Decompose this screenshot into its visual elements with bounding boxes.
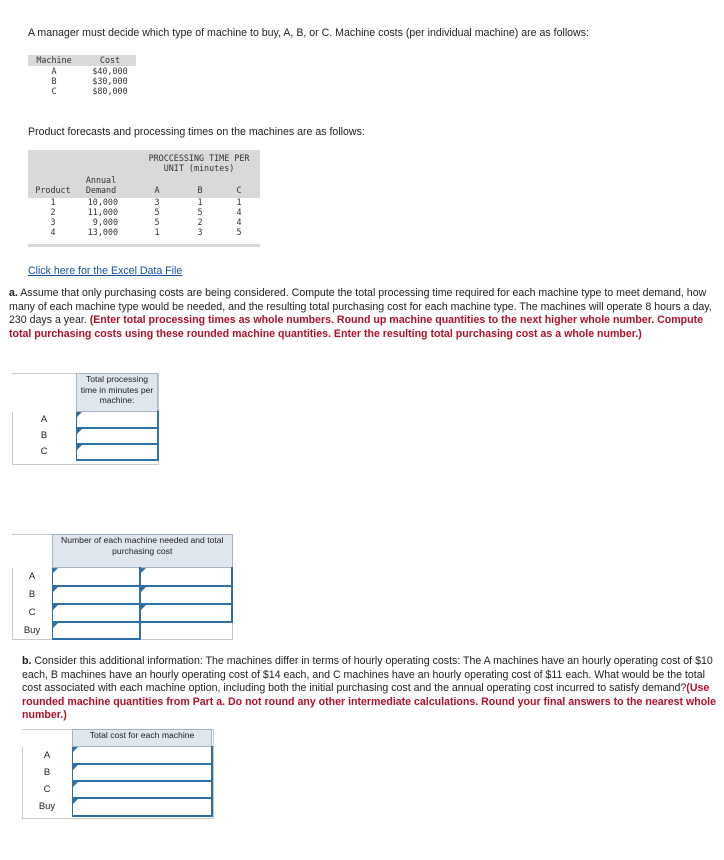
forecast-footer-band xyxy=(28,244,260,247)
intro-text: A manager must decide which type of machine to buy, A, B, or C. Machine costs (per individual machine) are as follows: xyxy=(28,27,589,39)
table1-row-label: B xyxy=(40,430,48,441)
processing-header-line2: UNIT (minutes) xyxy=(163,163,235,173)
buy-choice-input[interactable] xyxy=(53,622,141,639)
row-b: 3 xyxy=(197,227,203,237)
cost-row-machine: A xyxy=(51,66,57,76)
purchasing-cost-input-a[interactable] xyxy=(140,568,232,586)
processing-header-line1: PROCCESSING TIME PER xyxy=(148,153,250,163)
cost-row-machine: B xyxy=(51,76,57,86)
row-c: 4 xyxy=(236,217,242,227)
cost-table-header-machine: Machine xyxy=(36,55,72,65)
table2-row-label: Buy xyxy=(23,624,41,636)
purchasing-cost-input-c[interactable] xyxy=(140,604,232,622)
excel-data-link[interactable]: Click here for the Excel Data File xyxy=(28,265,183,277)
table3-row-label: A xyxy=(43,749,51,761)
table3-row-label: Buy xyxy=(38,801,56,812)
part-a-letter: a. xyxy=(9,287,18,299)
row-product: 4 xyxy=(50,227,56,237)
processing-time-input-c[interactable] xyxy=(77,444,158,460)
header-demand: Demand xyxy=(85,185,117,195)
table1-row-label: A xyxy=(40,414,48,425)
machine-needed-table xyxy=(12,534,233,640)
cost-row-value: $80,000 xyxy=(92,86,128,96)
total-cost-input-b[interactable] xyxy=(73,764,212,781)
row-c: 1 xyxy=(236,197,242,207)
table2-corner xyxy=(12,535,53,568)
table2-row-label: C xyxy=(28,607,36,618)
cost-row-value: $30,000 xyxy=(92,76,128,86)
purchasing-cost-input-b[interactable] xyxy=(140,586,232,604)
header-c: C xyxy=(236,185,242,195)
table1-row-label: C xyxy=(40,446,48,457)
forecast-rows xyxy=(28,198,260,240)
table3-header: Total cost for each machine xyxy=(73,730,212,747)
row-c: 5 xyxy=(236,227,242,237)
row-demand: 10,000 xyxy=(87,197,118,207)
row-demand: 13,000 xyxy=(87,227,118,237)
machines-needed-input-c[interactable] xyxy=(53,604,141,622)
total-cost-input-c[interactable] xyxy=(73,781,212,798)
table2-row-label: A xyxy=(28,571,36,582)
processing-time-table xyxy=(12,373,159,461)
processing-time-input-b[interactable] xyxy=(77,428,158,444)
table1-corner xyxy=(12,374,77,412)
part-b-text: Consider this additional information: The machines differ in terms of hourly operating costs: The A machines have an hourly operating cost of $10 each, B machines have an hourly operating cost of $14 each, and C machines have an hourly operating cost of $11 each. What would be the total cost associated with each machine option, including both the initial purchasing cost and the annual operating cost incurred to satisfy demand? xyxy=(22,655,713,695)
row-demand: 11,000 xyxy=(87,207,118,217)
row-b: 1 xyxy=(197,197,203,207)
row-a: 3 xyxy=(154,197,160,207)
row-a: 5 xyxy=(154,207,160,217)
cost-row-machine: C xyxy=(51,86,57,96)
total-cost-input-a[interactable] xyxy=(73,747,212,764)
table2-header: Number of each machine needed and total purchasing cost xyxy=(53,535,233,568)
table3-corner xyxy=(22,730,73,747)
part-a-question xyxy=(9,287,717,341)
table2-empty-cell xyxy=(140,622,232,639)
total-cost-buy-input[interactable] xyxy=(73,798,212,816)
forecast-intro-text: Product forecasts and processing times on the machines are as follows: xyxy=(28,126,365,138)
header-b: B xyxy=(197,185,203,195)
part-a-instruction: (Enter total processing times as whole numbers. Round up machine quantities to the next higher whole number. Compute total purchasing costs using these rounded machine quantities. Enter the resulting total purchasing cost as a whole number.) xyxy=(9,314,704,340)
processing-time-input-a[interactable] xyxy=(77,412,158,428)
row-b: 5 xyxy=(197,207,203,217)
table3-row-label: B xyxy=(43,766,51,778)
table3-row-label: C xyxy=(43,783,51,795)
table1-header: Total processing time in minutes per machine: xyxy=(77,374,158,412)
row-demand: 9,000 xyxy=(92,217,118,227)
table2-row-label: B xyxy=(28,589,36,600)
machines-needed-input-a[interactable] xyxy=(53,568,141,586)
header-a: A xyxy=(154,185,160,195)
row-product: 3 xyxy=(50,217,56,227)
machines-needed-input-b[interactable] xyxy=(53,586,141,604)
part-b-letter: b. xyxy=(22,655,32,667)
row-a: 5 xyxy=(154,217,160,227)
row-product: 1 xyxy=(50,197,56,207)
annual-label: Annual xyxy=(85,175,117,185)
cost-table-header-cost: Cost xyxy=(99,55,121,65)
part-b-question xyxy=(22,655,718,723)
header-product: Product xyxy=(35,185,71,195)
total-cost-table xyxy=(22,729,213,817)
row-c: 4 xyxy=(236,207,242,217)
forecast-table xyxy=(28,150,260,250)
part-a-text: Assume that only purchasing costs are being considered. Compute the total processing time required for each machine type to meet demand, how many of each machine type would be needed, and the resulting total purchasing cost for each machine type. The machines will operate 8 hours a day, 230 days a year. xyxy=(9,287,712,327)
row-a: 1 xyxy=(154,227,160,237)
cost-row-value: $40,000 xyxy=(92,66,128,76)
row-product: 2 xyxy=(50,207,56,217)
row-b: 2 xyxy=(197,217,203,227)
part-b-instruction: (Use rounded machine quantities from Part a. Do not round any other intermediate calculations. Round your final answers to the nearest whole number.) xyxy=(22,682,716,722)
